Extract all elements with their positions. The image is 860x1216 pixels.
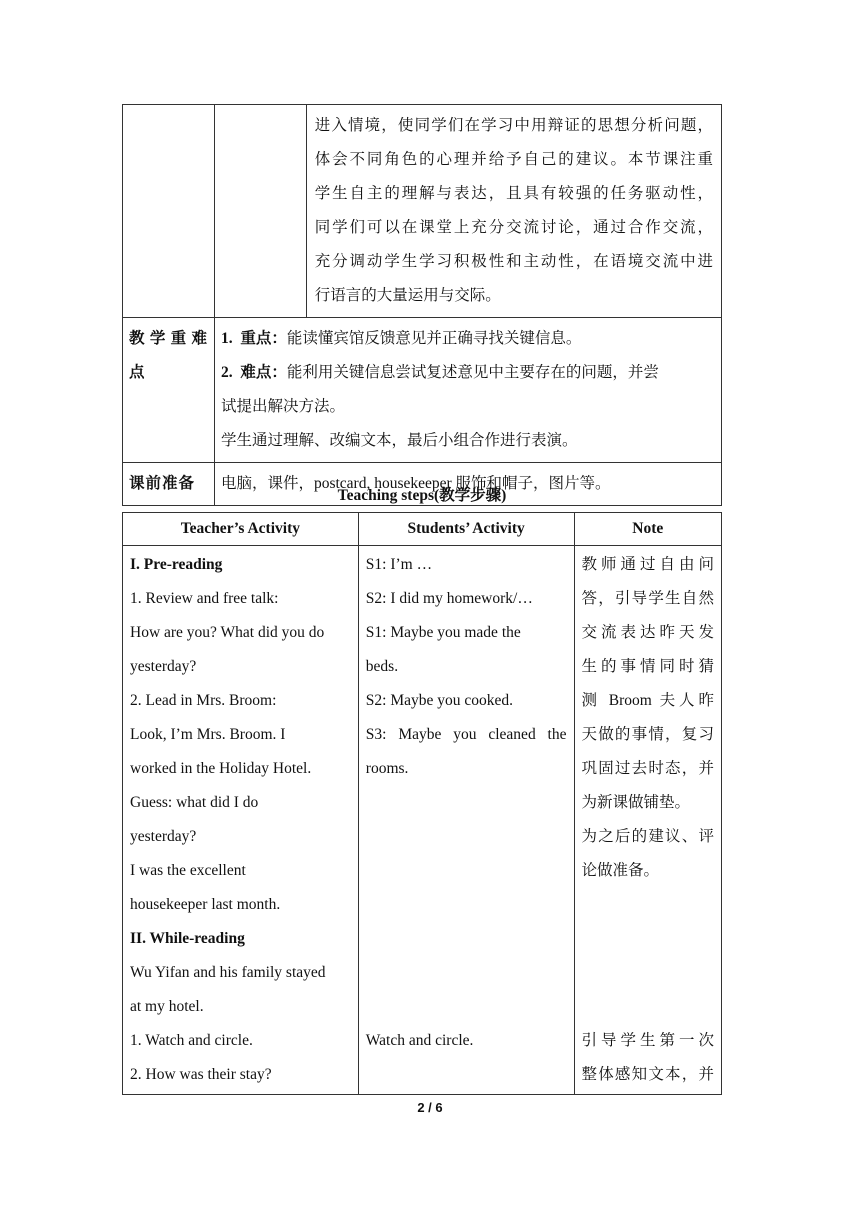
note-line: 天做的事情，复习: [581, 726, 714, 743]
teacher-line: yesterday?: [130, 658, 197, 675]
student-line: rooms.: [365, 760, 409, 777]
teacher-line: Look, I’m Mrs. Broom. I: [130, 726, 286, 743]
intro-empty-cell-2: [214, 105, 306, 318]
header-teacher-activity: Teacher’s Activity: [123, 513, 359, 546]
note-line: 为新课做铺垫。: [581, 794, 691, 811]
teacher-line: How are you? What did you do: [130, 624, 325, 641]
teacher-line: 1. Watch and circle.: [130, 1032, 253, 1049]
key-point-1: 1. 重点：能读懂宾馆反馈意见并正确寻找关键信息。: [220, 330, 582, 347]
note-line: 为之后的建议、评: [581, 828, 714, 845]
note-line: [582, 888, 715, 922]
student-line: [366, 888, 567, 922]
intro-line: 行语言的大量运用与交际。: [314, 287, 501, 304]
student-line: S2: Maybe you cooked.: [365, 692, 514, 709]
note-line: 整体感知文本，并: [581, 1066, 714, 1083]
key-point-2-cont: 试提出解决方法。: [220, 398, 345, 415]
header-students-activity: Students’ Activity: [358, 513, 574, 546]
teacher-line: Guess: what did I do: [130, 794, 259, 811]
intro-line: 充分调动学生学习积极性和主动性，在语境交流中进: [314, 253, 713, 270]
student-line: S1: I’m …: [365, 556, 433, 573]
intro-line: 进入情境，使同学们在学习中用辩证的思想分析问题，: [314, 117, 713, 134]
prep-text: 电脑，课件，postcard, housekeeper 服饰和帽子，图片等。: [214, 463, 721, 506]
intro-row: [123, 105, 722, 318]
teacher-line: I was the excellent: [130, 862, 246, 879]
teacher-line: II. While-reading: [130, 930, 245, 947]
student-line: [366, 922, 567, 956]
prep-label: 课前准备: [123, 463, 215, 506]
student-line: S3: Maybe you cleaned the: [365, 726, 567, 743]
teacher-line: 2. Lead in Mrs. Broom:: [130, 692, 277, 709]
student-line: [366, 854, 567, 888]
page-number: 2 / 6: [417, 1100, 443, 1115]
teacher-activity-cell: [123, 546, 359, 1095]
note-line: 生的事情同时猜: [581, 658, 714, 675]
intro-line: 体会不同角色的心理并给予自己的建议。本节课注重: [314, 151, 713, 168]
note-line: 引导学生第一次: [581, 1032, 714, 1049]
teacher-line: Wu Yifan and his family stayed: [130, 964, 326, 981]
key-points-content: [214, 318, 721, 463]
lesson-info-table: [122, 104, 722, 506]
teacher-line: 2. How was their stay?: [130, 1066, 272, 1083]
teacher-line: 1. Review and free talk:: [130, 590, 279, 607]
note-line: [582, 922, 715, 956]
student-line: Watch and circle.: [365, 1032, 474, 1049]
teacher-line: worked in the Holiday Hotel.: [130, 760, 312, 777]
intro-text-cell: [306, 105, 721, 318]
key-point-3: 学生通过理解、改编文本，最后小组合作进行表演。: [220, 432, 578, 449]
student-line: beds.: [365, 658, 399, 675]
key-points-label-line: 点: [129, 364, 146, 381]
key-points-label-line: 教学重难: [129, 330, 208, 347]
student-line: [366, 990, 567, 1024]
student-line: [366, 1058, 567, 1092]
key-points-row: [123, 318, 722, 463]
teacher-line: yesterday?: [130, 828, 197, 845]
steps-body-row: [123, 546, 722, 1095]
intro-empty-cell-1: [123, 105, 215, 318]
intro-line: 学生自主的理解与表达，且具有较强的任务驱动性，: [314, 185, 713, 202]
note-line: 巩固过去时态，并: [581, 760, 714, 777]
note-line: [582, 956, 715, 990]
steps-header-row: [123, 513, 722, 546]
student-line: [366, 820, 567, 854]
student-line: [366, 956, 567, 990]
key-points-label: [123, 318, 215, 463]
note-line: 教师通过自由问: [581, 556, 714, 573]
teacher-line: at my hotel.: [130, 998, 204, 1015]
header-note: Note: [574, 513, 722, 546]
students-activity-cell: [358, 546, 574, 1095]
teacher-line: I. Pre-reading: [130, 556, 223, 573]
note-line: 论做准备。: [581, 862, 660, 879]
note-line: [582, 990, 715, 1024]
note-line: 测 Broom 夫人昨: [581, 692, 714, 709]
note-line: 交流表达昨天发: [581, 624, 714, 641]
note-cell: [574, 546, 722, 1095]
student-line: [366, 786, 567, 820]
teacher-line: housekeeper last month.: [130, 896, 281, 913]
note-line: 答，引导学生自然: [581, 590, 714, 607]
student-line: S1: Maybe you made the: [365, 624, 521, 641]
teaching-steps-table: [122, 512, 722, 1095]
teaching-steps-caption: Teaching steps(教学步骤): [337, 487, 507, 504]
intro-line: 同学们可以在课堂上充分交流讨论，通过合作交流，: [314, 219, 713, 236]
student-line: S2: I did my homework/…: [365, 590, 533, 607]
key-point-2: 2. 难点：能利用关键信息尝试复述意见中主要存在的问题，并尝: [220, 364, 659, 381]
